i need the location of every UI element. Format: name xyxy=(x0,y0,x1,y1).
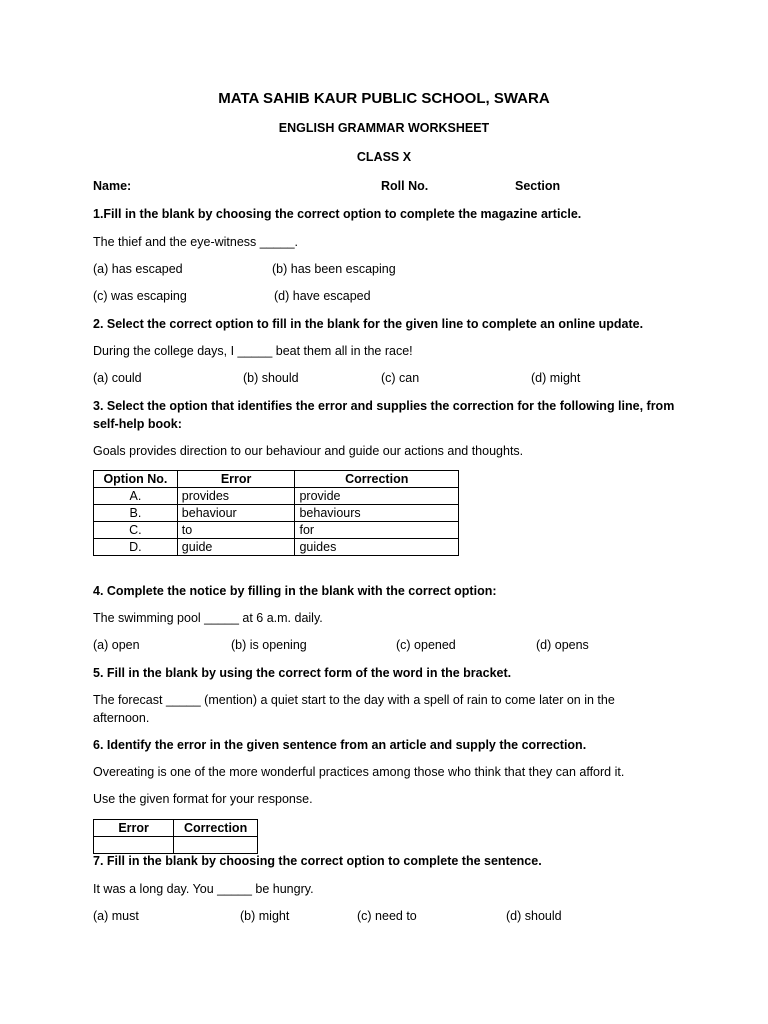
q4-option-a: (a) open xyxy=(93,638,140,652)
table-header-row xyxy=(94,820,258,837)
q2-option-a: (a) could xyxy=(93,371,142,385)
table-row xyxy=(94,539,459,556)
q6-question: 6. Identify the error in the given sentence from an article and supply the correction. xyxy=(93,738,587,752)
q2-option-c: (c) can xyxy=(381,371,420,385)
worksheet-title: ENGLISH GRAMMAR WORKSHEET xyxy=(278,121,490,135)
table-cell: provides xyxy=(177,488,295,505)
table-cell: to xyxy=(177,522,295,539)
table-header-row xyxy=(94,471,459,488)
q7-sentence: It was a long day. You _____ be hungry. xyxy=(93,882,314,896)
table-row xyxy=(94,488,459,505)
school-name: MATA SAHIB KAUR PUBLIC SCHOOL, SWARA xyxy=(218,90,550,107)
q7-option-b: (b) might xyxy=(240,909,290,923)
q1-option-c: (c) was escaping xyxy=(93,289,187,303)
table-cell: provide xyxy=(295,488,459,505)
error-answer-cell[interactable] xyxy=(94,837,174,854)
table-cell: guide xyxy=(177,539,295,556)
q4-option-d: (d) opens xyxy=(536,638,589,652)
table-header: Error xyxy=(94,820,174,837)
q7-option-a: (a) must xyxy=(93,909,139,923)
q2-question: 2. Select the correct option to fill in the blank for the given line to complete an online update. xyxy=(93,317,644,331)
q1-option-a: (a) has escaped xyxy=(93,262,183,276)
class-label: CLASS X xyxy=(356,150,412,164)
roll-label: Roll No. xyxy=(381,179,429,193)
q4-sentence: The swimming pool _____ at 6 a.m. daily. xyxy=(93,611,323,625)
table-cell: for xyxy=(295,522,459,539)
table-cell: D. xyxy=(94,539,178,556)
table-cell: B. xyxy=(94,505,178,522)
table-cell: behaviour xyxy=(177,505,295,522)
q2-sentence: During the college days, I _____ beat them all in the race! xyxy=(93,344,413,358)
table-cell: behaviours xyxy=(295,505,459,522)
q6-instruction: Use the given format for your response. xyxy=(93,792,313,806)
q3-question-line1: 3. Select the option that identifies the error and supplies the correction for the following line, from xyxy=(93,399,675,413)
q7-question: 7. Fill in the blank by choosing the correct option to complete the sentence. xyxy=(93,854,542,868)
table-row xyxy=(94,522,459,539)
correction-answer-cell[interactable] xyxy=(174,837,258,854)
table-header: Error xyxy=(177,471,295,488)
q5-sentence-line1: The forecast _____ (mention) a quiet start to the day with a spell of rain to come later on in the xyxy=(93,693,615,707)
q5-question: 5. Fill in the blank by using the correct form of the word in the bracket. xyxy=(93,666,512,680)
q6-sentence: Overeating is one of the more wonderful practices among those who think that they can afford it. xyxy=(93,765,625,779)
q3-options-table xyxy=(93,470,459,556)
table-row xyxy=(94,505,459,522)
q1-question: 1.Fill in the blank by choosing the correct option to complete the magazine article. xyxy=(93,207,582,221)
table-cell: C. xyxy=(94,522,178,539)
q6-response-table xyxy=(93,819,258,854)
q1-option-d: (d) have escaped xyxy=(274,289,371,303)
q5-sentence-line2: afternoon. xyxy=(93,711,150,725)
q7-option-c: (c) need to xyxy=(357,909,417,923)
table-cell: guides xyxy=(295,539,459,556)
q2-option-d: (d) might xyxy=(531,371,581,385)
table-cell: A. xyxy=(94,488,178,505)
table-header: Correction xyxy=(295,471,459,488)
q7-option-d: (d) should xyxy=(506,909,562,923)
q2-option-b: (b) should xyxy=(243,371,299,385)
q4-question: 4. Complete the notice by filling in the blank with the correct option: xyxy=(93,584,497,598)
table-header: Correction xyxy=(174,820,258,837)
name-label: Name: xyxy=(93,179,132,193)
q1-option-b: (b) has been escaping xyxy=(272,262,396,276)
section-label: Section xyxy=(515,179,561,193)
q4-option-c: (c) opened xyxy=(396,638,456,652)
q4-option-b: (b) is opening xyxy=(231,638,307,652)
table-row xyxy=(94,837,258,854)
q1-sentence: The thief and the eye-witness _____. xyxy=(93,235,298,249)
table-header: Option No. xyxy=(94,471,178,488)
q3-sentence: Goals provides direction to our behaviour and guide our actions and thoughts. xyxy=(93,444,524,458)
q3-question-line2: self-help book: xyxy=(93,417,182,431)
